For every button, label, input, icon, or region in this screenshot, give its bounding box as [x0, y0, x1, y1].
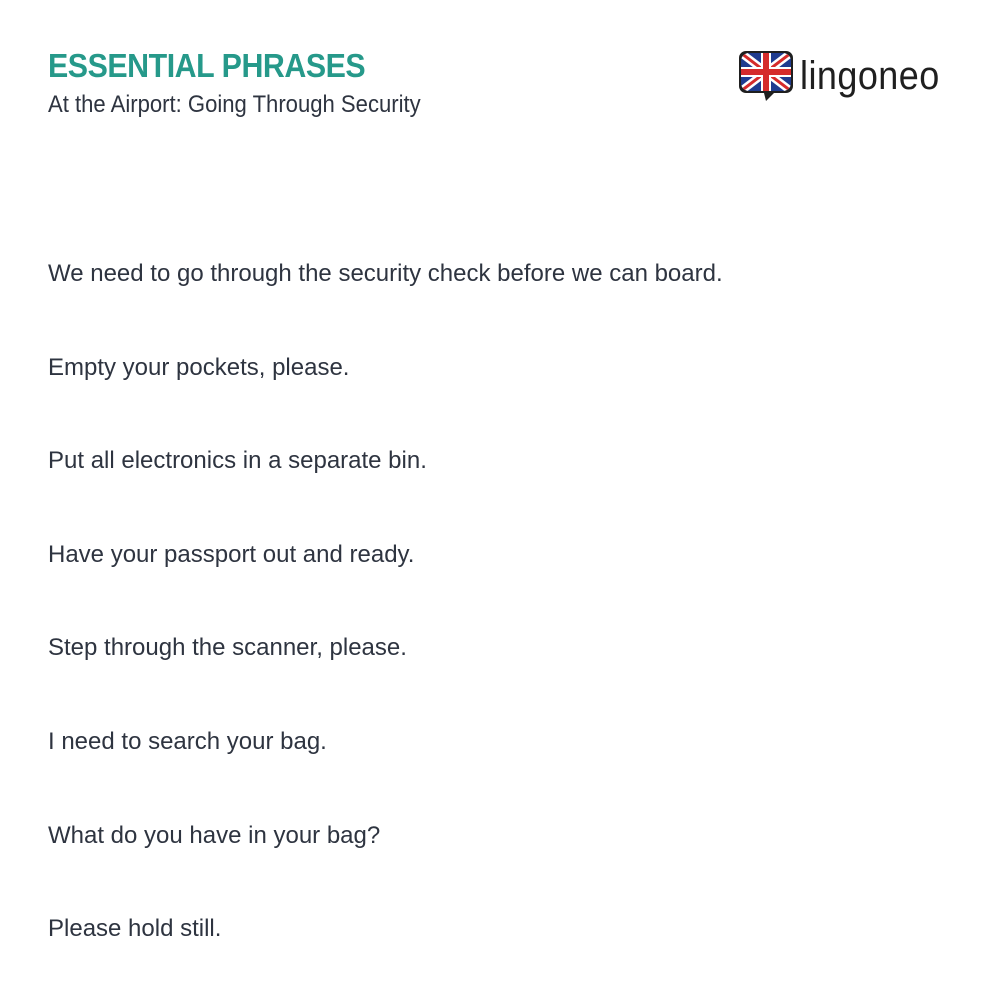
lingoneo-logo: [738, 50, 955, 102]
phrase-item: What do you have in your bag?: [48, 821, 381, 849]
page-header: [48, 46, 453, 120]
phrase-item: We need to go through the security check before we can board.: [48, 260, 723, 287]
phrase-item: Please hold still.: [48, 915, 222, 943]
phrase-item: Put all electronics in a separate bin.: [48, 447, 427, 475]
logo-wordmark: lingoneo: [800, 54, 940, 98]
phrase-list: [48, 256, 723, 1005]
phrase-item: Empty your pockets, please.: [48, 353, 350, 381]
uk-flag-speech-bubble-icon: [738, 50, 794, 102]
phrase-item: I need to search your bag.: [48, 727, 327, 755]
phrase-item: Have your passport out and ready.: [48, 540, 415, 568]
page-subtitle: At the Airport: Going Through Security: [48, 91, 421, 118]
page-title: ESSENTIAL PHRASES: [48, 47, 366, 84]
phrase-item: Step through the scanner, please.: [48, 634, 407, 662]
